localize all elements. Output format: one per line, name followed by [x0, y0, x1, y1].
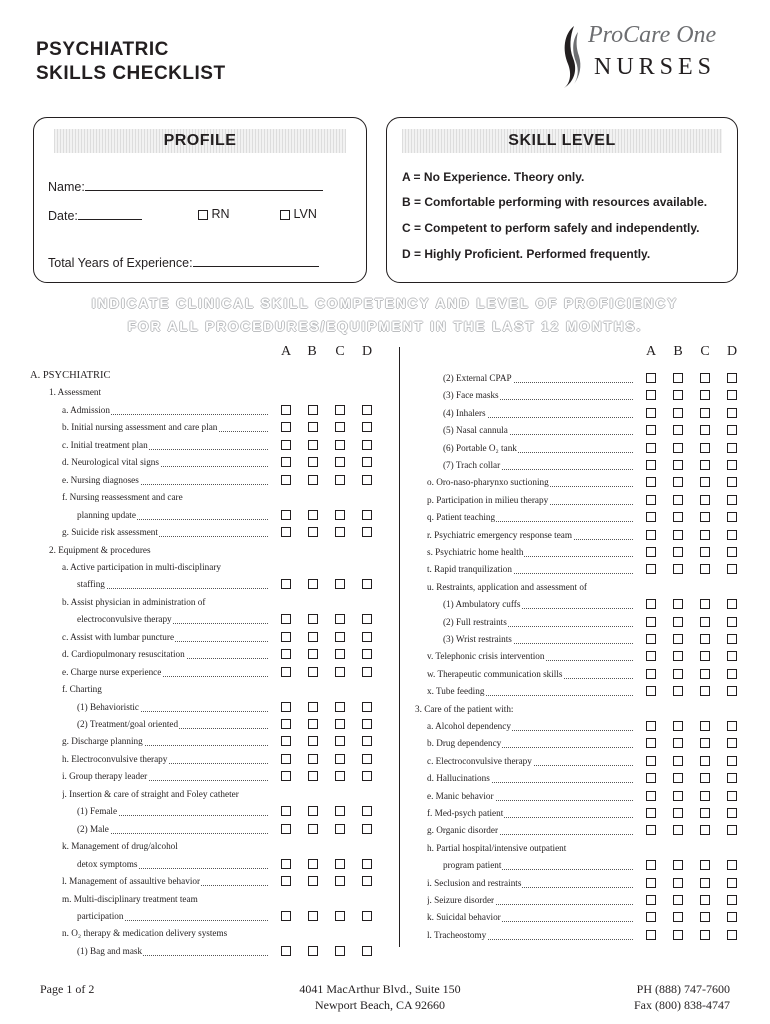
- checkbox-level-c[interactable]: [700, 425, 710, 435]
- checkbox-level-b[interactable]: [673, 773, 683, 783]
- checkbox-level-d[interactable]: [362, 946, 372, 956]
- skill-label: d. Cardiopulmonary resuscitation: [62, 649, 185, 660]
- checkbox-level-d[interactable]: [727, 564, 737, 574]
- checkbox-level-c[interactable]: [700, 895, 710, 905]
- checklist-row: [0, 755, 770, 767]
- checklist-row: [0, 424, 770, 436]
- checkbox-level-c[interactable]: [700, 564, 710, 574]
- checklist-row: [0, 494, 770, 506]
- skill-label: v. Telephonic crisis intervention: [427, 651, 545, 662]
- checkbox-level-c[interactable]: [700, 634, 710, 644]
- checkbox-level-b[interactable]: [673, 547, 683, 557]
- checkbox-level-d[interactable]: [727, 825, 737, 835]
- experience-label: Total Years of Experience:: [48, 256, 193, 270]
- checkbox-level-b[interactable]: [673, 808, 683, 818]
- skill-label: l. Tracheostomy: [427, 929, 487, 940]
- checkbox-level-b[interactable]: [673, 617, 683, 627]
- skill-label: n. O₂ therapy & medication delivery systems: [62, 928, 228, 939]
- checkbox-level-d[interactable]: [727, 373, 737, 383]
- skill-label: k. Management of drug/alcohol: [62, 841, 178, 852]
- skill-label: q. Patient teaching: [427, 512, 496, 523]
- checklist-row: [0, 372, 770, 384]
- left-col-a: A: [280, 344, 292, 359]
- checkbox-level-b[interactable]: [673, 791, 683, 801]
- checklist-row: [0, 790, 770, 802]
- skill-label: a. Admission: [62, 404, 110, 415]
- checkbox-level-b[interactable]: [673, 930, 683, 940]
- footer-contact: [610, 981, 730, 1013]
- checkbox-level-a[interactable]: [646, 791, 656, 801]
- skill-label: b. Assist physician in administration of: [62, 596, 206, 607]
- checkbox-level-c[interactable]: [700, 443, 710, 453]
- skill-label: d. Hallucinations: [427, 773, 490, 784]
- skill-level-header: SKILL LEVEL: [402, 129, 722, 153]
- checkbox-level-a[interactable]: [646, 860, 656, 870]
- checklist-row: [0, 633, 770, 645]
- skill-label: l. Management of assaultive behavior: [62, 876, 201, 887]
- instructions-line-2: FOR ALL PROCEDURES/EQUIPMENT IN THE LAST 12 MONTHS.: [127, 319, 643, 334]
- skill-label: staffing: [77, 579, 105, 590]
- checkbox-level-b[interactable]: [673, 912, 683, 922]
- left-col-d: D: [361, 344, 373, 359]
- checkbox-level-a[interactable]: [646, 564, 656, 574]
- checkbox-level-d[interactable]: [727, 408, 737, 418]
- checkbox-level-c[interactable]: [700, 930, 710, 940]
- skill-label: (4) Inhalers: [443, 407, 486, 418]
- skill-label: (2) Full restraints: [443, 616, 507, 627]
- checkbox-level-a[interactable]: [646, 617, 656, 627]
- skill-label: j. Seizure disorder: [427, 895, 495, 905]
- checkbox-level-a[interactable]: [646, 495, 656, 505]
- skill-label: j. Insertion & care of straight and Foley catheter: [62, 788, 239, 799]
- checkbox-level-b[interactable]: [308, 946, 318, 956]
- checkbox-level-a[interactable]: [646, 669, 656, 679]
- right-col-d: D: [726, 344, 738, 359]
- checklist-row: [0, 616, 770, 628]
- logo-nurses-text: NURSES: [594, 54, 717, 80]
- skill-label: electroconvulsive therapy: [77, 614, 172, 625]
- skill-label: (7) Trach collar: [443, 460, 501, 470]
- checklist-row: [0, 720, 770, 732]
- checklist-row: [0, 929, 770, 941]
- checkbox-level-a[interactable]: [646, 895, 656, 905]
- checkbox-level-a[interactable]: [646, 651, 656, 661]
- checkbox-level-a[interactable]: [646, 634, 656, 644]
- checkbox-level-a[interactable]: [646, 443, 656, 453]
- checkbox-level-b[interactable]: [673, 756, 683, 766]
- checkbox-level-b[interactable]: [673, 878, 683, 888]
- experience-field[interactable]: [193, 254, 319, 267]
- experience-row: [48, 254, 319, 270]
- skill-label: a. Alcohol dependency: [427, 721, 511, 731]
- form-title: [36, 38, 226, 86]
- skill-label: program patient: [443, 860, 502, 871]
- address-line-1: 4041 MacArthur Blvd., Suite 150: [299, 982, 461, 996]
- checkbox-level-a[interactable]: [646, 825, 656, 835]
- lvn-option[interactable]: [280, 207, 317, 221]
- checkbox-level-c[interactable]: [700, 912, 710, 922]
- checkbox-level-d[interactable]: [727, 738, 737, 748]
- checkbox-level-b[interactable]: [673, 460, 683, 470]
- checkbox-level-d[interactable]: [727, 878, 737, 888]
- checkbox-level-a[interactable]: [646, 373, 656, 383]
- skill-label: a. Active participation in multi-disciplinary: [62, 561, 221, 572]
- left-col-c: C: [335, 344, 345, 359]
- checkbox-level-a[interactable]: [646, 686, 656, 696]
- skill-label: t. Rapid tranquilization: [427, 564, 512, 575]
- skill-label: c. Initial treatment plan: [62, 439, 148, 450]
- checkbox-level-a[interactable]: [646, 512, 656, 522]
- skill-label: (3) Wrist restraints: [443, 634, 512, 644]
- skill-label: g. Suicide risk assessment: [62, 527, 158, 538]
- title-line-2: SKILLS CHECKLIST: [36, 63, 226, 84]
- checklist-row: [0, 389, 770, 401]
- skill-label: A. PSYCHIATRIC: [30, 370, 111, 381]
- checkbox-level-d[interactable]: [727, 390, 737, 400]
- skill-label: g. Discharge planning: [62, 736, 143, 747]
- checklist-row: [0, 894, 770, 906]
- checkbox-level-b[interactable]: [673, 825, 683, 835]
- checkbox-level-b[interactable]: [673, 443, 683, 453]
- checkbox-level-b[interactable]: [673, 425, 683, 435]
- skill-label: (1) Ambulatory cuffs: [443, 599, 521, 610]
- fax-number: Fax (800) 838-4747: [634, 998, 730, 1012]
- skill-label: d. Neurological vital signs: [62, 457, 159, 468]
- checkbox-level-d[interactable]: [727, 547, 737, 557]
- checkbox-level-c[interactable]: [700, 738, 710, 748]
- skill-label: planning update: [77, 509, 136, 520]
- skill-label: (5) Nasal cannula: [443, 425, 508, 436]
- checklist-row: [0, 877, 770, 889]
- checkbox-level-c[interactable]: [700, 808, 710, 818]
- checklist-row: [0, 404, 770, 419]
- checklist-row: [0, 945, 770, 957]
- checkbox-level-c[interactable]: [700, 373, 710, 383]
- checkbox-level-a[interactable]: [646, 721, 656, 731]
- checkbox-level-d[interactable]: [727, 930, 737, 940]
- checkbox-level-d[interactable]: [727, 669, 737, 679]
- checkbox-level-d[interactable]: [727, 756, 737, 766]
- skill-label: participation: [77, 910, 124, 921]
- checkbox-level-c[interactable]: [700, 686, 710, 696]
- checklist-row: [0, 581, 770, 593]
- checkbox-level-b[interactable]: [673, 738, 683, 748]
- checkbox-level-c[interactable]: [700, 669, 710, 679]
- skill-level-box: [386, 117, 738, 283]
- date-label: Date:: [48, 209, 78, 223]
- checklist-row: [0, 685, 770, 697]
- skill-label: (2) Male: [77, 823, 109, 834]
- checkbox-level-c[interactable]: [700, 860, 710, 870]
- checkbox-level-d[interactable]: [727, 425, 737, 435]
- checkbox-level-c[interactable]: [700, 825, 710, 835]
- checklist-row: [0, 737, 770, 749]
- checkbox-level-d[interactable]: [727, 443, 737, 453]
- checklist-row: [0, 703, 770, 715]
- checkbox-level-b[interactable]: [673, 390, 683, 400]
- checkbox-level-b[interactable]: [673, 599, 683, 609]
- checkbox-level-a[interactable]: [646, 756, 656, 766]
- skill-level-d: D = Highly Proficient. Performed frequently.: [402, 247, 651, 261]
- checkbox-level-d[interactable]: [727, 634, 737, 644]
- checklist-row: [0, 842, 770, 854]
- checkbox-level-d[interactable]: [727, 651, 737, 661]
- checkbox-level-a[interactable]: [646, 477, 656, 487]
- skill-label: b. Drug dependency: [427, 738, 502, 749]
- checklist-row: [0, 511, 770, 523]
- skill-label: h. Electroconvulsive therapy: [62, 753, 168, 764]
- checkbox-level-c[interactable]: [700, 773, 710, 783]
- name-field[interactable]: [85, 178, 323, 191]
- checkbox-level-b[interactable]: [673, 530, 683, 540]
- skill-label: (1) Female: [77, 806, 118, 817]
- skill-label: w. Therapeutic communication skills: [427, 668, 563, 679]
- checkbox-level-b[interactable]: [673, 860, 683, 870]
- checkbox-level-b[interactable]: [673, 895, 683, 905]
- checkbox-level-b[interactable]: [673, 408, 683, 418]
- skill-label: s. Psychiatric home health: [427, 547, 524, 557]
- checkbox-level-b[interactable]: [673, 686, 683, 696]
- checkbox-level-d[interactable]: [727, 617, 737, 627]
- checkbox-level-d[interactable]: [727, 895, 737, 905]
- checkbox-level-c[interactable]: [700, 495, 710, 505]
- date-field[interactable]: [78, 207, 142, 220]
- checkbox-level-c[interactable]: [700, 390, 710, 400]
- page-number: Page 1 of 2: [40, 982, 95, 996]
- checkbox-level-c[interactable]: [700, 617, 710, 627]
- skill-label: 2. Equipment & procedures: [49, 544, 151, 555]
- checkbox-level-c[interactable]: [700, 599, 710, 609]
- rn-label: RN: [211, 207, 230, 221]
- checkbox-level-c[interactable]: [700, 477, 710, 487]
- checkbox-level-d[interactable]: [727, 495, 737, 505]
- checkbox-level-c[interactable]: [700, 547, 710, 557]
- skill-label: e. Charge nurse experience: [62, 666, 162, 677]
- profile-header: PROFILE: [54, 129, 346, 153]
- skill-label: e. Manic behavior: [427, 790, 494, 801]
- checkbox-level-a[interactable]: [646, 930, 656, 940]
- checkbox-level-d[interactable]: [727, 860, 737, 870]
- phone-number: PH (888) 747-7600: [636, 982, 730, 996]
- skill-label: f. Charting: [62, 684, 102, 695]
- skill-label: (1) Behavioristic: [77, 701, 139, 712]
- checkbox-level-b[interactable]: [673, 512, 683, 522]
- checkbox-level-a[interactable]: [646, 773, 656, 783]
- skill-label: i. Group therapy leader: [62, 771, 148, 782]
- skill-label: 3. Care of the patient with:: [415, 703, 514, 714]
- checkbox-level-b[interactable]: [673, 651, 683, 661]
- checklist-row: [0, 598, 770, 610]
- checkbox-level-b[interactable]: [673, 634, 683, 644]
- date-row: [48, 207, 142, 223]
- skill-label: o. Oro-naso-pharynxo suctioning: [427, 477, 549, 488]
- skill-label: (2) External CPAP: [443, 373, 512, 383]
- skill-label: h. Partial hospital/intensive outpatient: [427, 842, 567, 853]
- checkbox-level-c[interactable]: [700, 530, 710, 540]
- skill-label: p. Participation in milieu therapy: [427, 494, 549, 505]
- rn-checkbox[interactable]: [198, 210, 208, 220]
- skill-label: c. Electroconvulsive therapy: [427, 755, 532, 766]
- address-line-2: Newport Beach, CA 92660: [315, 998, 445, 1012]
- checkbox-level-b[interactable]: [673, 721, 683, 731]
- checkbox-level-a[interactable]: [646, 390, 656, 400]
- checkbox-level-d[interactable]: [727, 686, 737, 696]
- skill-label: g. Organic disorder: [427, 825, 499, 836]
- checkbox-level-b[interactable]: [673, 373, 683, 383]
- checklist-row: [0, 476, 770, 488]
- checklist-row: [0, 807, 770, 819]
- lvn-checkbox[interactable]: [280, 210, 290, 220]
- skill-label: m. Multi-disciplinary treatment team: [62, 893, 198, 904]
- checkbox-level-a[interactable]: [646, 408, 656, 418]
- skill-label: (2) Treatment/goal oriented: [77, 719, 179, 729]
- instructions-line-1: INDICATE CLINICAL SKILL COMPETENCY AND LEVEL OF PROFICIENCY: [91, 296, 679, 311]
- checklist-row: [0, 563, 770, 575]
- skill-label: e. Nursing diagnoses: [62, 474, 139, 485]
- checklist-row: [0, 772, 770, 784]
- checklist-row: [0, 459, 770, 471]
- name-label: Name:: [48, 180, 85, 194]
- skill-level-c: C = Competent to perform safely and independently.: [402, 221, 700, 235]
- checkbox-level-d[interactable]: [727, 599, 737, 609]
- checkbox-level-a[interactable]: [646, 738, 656, 748]
- right-col-c: C: [700, 344, 710, 359]
- checkbox-level-c[interactable]: [700, 512, 710, 522]
- checkbox-level-a[interactable]: [646, 912, 656, 922]
- right-col-b: B: [673, 344, 683, 359]
- left-col-b: B: [307, 344, 317, 359]
- profile-box: [33, 117, 367, 283]
- logo-swirl-icon: [560, 24, 582, 90]
- name-row: [48, 178, 323, 194]
- checkbox-level-d[interactable]: [727, 791, 737, 801]
- checklist-row: [0, 546, 770, 558]
- checklist-row: [0, 859, 770, 871]
- checklist-row: [0, 529, 770, 541]
- skill-label: f. Med-psych patient: [427, 808, 504, 818]
- checkbox-level-c[interactable]: [700, 721, 710, 731]
- lvn-label: LVN: [293, 207, 317, 221]
- skill-level-a: A = No Experience. Theory only.: [402, 170, 585, 184]
- skill-label: b. Initial nursing assessment and care plan: [62, 422, 218, 433]
- title-line-1: PSYCHIATRIC: [36, 39, 169, 60]
- checkbox-level-a[interactable]: [646, 599, 656, 609]
- checkbox-level-c[interactable]: [700, 408, 710, 418]
- skill-label: r. Psychiatric emergency response team: [427, 529, 572, 540]
- skill-label: u. Restraints, application and assessment of: [427, 581, 587, 592]
- company-logo: [560, 18, 750, 90]
- skill-label: i. Seclusion and restraints: [427, 877, 522, 888]
- checkbox-level-d[interactable]: [727, 912, 737, 922]
- checkbox-level-a[interactable]: [646, 425, 656, 435]
- checkbox-level-b[interactable]: [673, 477, 683, 487]
- checkbox-level-b[interactable]: [673, 564, 683, 574]
- checkbox-level-d[interactable]: [727, 773, 737, 783]
- logo-brand-text: ProCare One: [588, 22, 717, 48]
- checkbox-level-a[interactable]: [646, 530, 656, 540]
- rn-option[interactable]: [198, 207, 230, 221]
- skill-label: detox symptoms: [77, 858, 138, 869]
- skill-label: c. Assist with lumbar puncture: [62, 631, 175, 642]
- checkbox-level-c[interactable]: [700, 756, 710, 766]
- skill-label: (6) Portable O₂ tank: [443, 442, 517, 453]
- skill-label: (3) Face masks: [443, 390, 499, 401]
- checkbox-level-a[interactable]: [646, 460, 656, 470]
- checkbox-level-c[interactable]: [700, 651, 710, 661]
- checkbox-level-c[interactable]: [700, 460, 710, 470]
- skill-label: 1. Assessment: [49, 387, 102, 398]
- skill-label: (1) Bag and mask: [77, 945, 143, 956]
- right-col-a: A: [645, 344, 657, 359]
- footer-address: [270, 981, 490, 1013]
- skill-label: k. Suicidal behavior: [427, 912, 501, 923]
- checkbox-level-b[interactable]: [673, 495, 683, 505]
- skill-label: f. Nursing reassessment and care: [62, 492, 183, 503]
- checkbox-level-d[interactable]: [727, 530, 737, 540]
- checkbox-level-c[interactable]: [335, 946, 345, 956]
- skill-label: x. Tube feeding: [427, 686, 485, 697]
- checkbox-level-d[interactable]: [727, 477, 737, 487]
- checkbox-level-a[interactable]: [646, 878, 656, 888]
- checklist-row: [0, 650, 770, 662]
- checkbox-level-a[interactable]: [281, 946, 291, 956]
- checklist-row: [0, 911, 770, 923]
- checkbox-level-a[interactable]: [646, 547, 656, 557]
- checkbox-level-d[interactable]: [727, 808, 737, 818]
- checkbox-level-d[interactable]: [727, 721, 737, 731]
- checkbox-level-c[interactable]: [700, 791, 710, 801]
- checkbox-level-d[interactable]: [727, 512, 737, 522]
- checkbox-level-d[interactable]: [727, 460, 737, 470]
- checkbox-level-a[interactable]: [646, 808, 656, 818]
- checklist-row: [0, 439, 770, 454]
- checkbox-level-b[interactable]: [673, 669, 683, 679]
- skill-level-b: B = Comfortable performing with resources available.: [402, 195, 708, 209]
- checkbox-level-c[interactable]: [700, 878, 710, 888]
- checklist-row: [0, 668, 770, 680]
- instructions: [0, 292, 770, 338]
- checklist-row: [0, 824, 770, 836]
